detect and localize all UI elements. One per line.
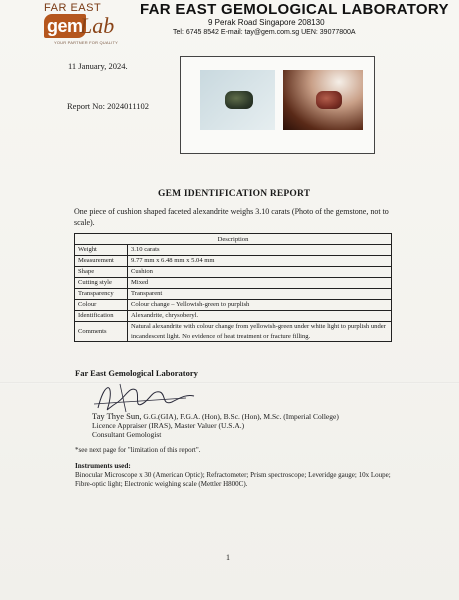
instruments-title: Instruments used:	[75, 462, 131, 470]
table-header: Description	[75, 234, 392, 245]
row-value: 9.77 mm x 6.48 mm x 5.04 mm	[128, 256, 392, 267]
table-row	[75, 289, 392, 300]
row-label: Identification	[75, 311, 128, 322]
description-table	[74, 233, 392, 342]
row-label: Comments	[75, 322, 128, 342]
row-label: Weight	[75, 245, 128, 256]
signer-credentials: G.G.(GIA), F.G.A. (Hon), B.Sc. (Hon), M.Sc. (Imperial College)	[141, 412, 339, 421]
table-row	[75, 311, 392, 322]
row-label: Cutting style	[75, 278, 128, 289]
logo-lab-text: Lab	[80, 13, 115, 38]
gem-description: One piece of cushion shaped faceted alexandrite weighs 3.10 carats (Photo of the gemstone, not to scale).	[74, 207, 389, 227]
gem-stone-purple	[316, 91, 342, 109]
row-value: Natural alexandrite with colour change from yellowish-green under white light to purplish under incandescent light. No evidence of heat treatment or fracture filling.	[128, 322, 392, 342]
signing-lab-name: Far East Gemological Laboratory	[75, 368, 198, 378]
signer-name: Tay Thye Sun,	[92, 411, 142, 421]
row-value: 3.10 carats	[128, 245, 392, 256]
row-value: Transparent	[128, 289, 392, 300]
row-label: Transparency	[75, 289, 128, 300]
lab-address: 9 Perak Road Singapore 208130	[208, 18, 325, 27]
table-row	[75, 256, 392, 267]
logo-tagline: YOUR PARTNER FOR QUALITY	[54, 40, 118, 45]
row-label: Shape	[75, 267, 128, 278]
row-label: Measurement	[75, 256, 128, 267]
paper-fold	[0, 382, 459, 384]
limitation-note: *see next page for "limitation of this report".	[75, 446, 201, 454]
signer-line2: Licence Appraiser (IRAS), Master Valuer (U.S.A.)	[92, 421, 245, 430]
gemlab-logo	[44, 14, 136, 40]
row-value: Cushion	[128, 267, 392, 278]
table-row	[75, 300, 392, 311]
row-value: Colour change – Yellowish-green to purplish	[128, 300, 392, 311]
report-number: Report No: 2024011102	[67, 101, 150, 111]
instruments-list: Binocular Microscope x 30 (American Optic); Refractometer; Prism spectroscope; Leveridge gauge; 10x Loupe; Fibre-optic light; Electronic weighing scale (Mettler H800C).	[75, 471, 391, 488]
page-number: 1	[226, 553, 230, 562]
table-row	[75, 278, 392, 289]
report-date: 11 January, 2024.	[68, 61, 128, 71]
row-value: Alexandrite, chrysoberyl.	[128, 311, 392, 322]
signer-block	[92, 412, 339, 439]
table-header-row	[75, 234, 392, 245]
lab-title: FAR EAST GEMOLOGICAL LABORATORY	[140, 1, 449, 18]
row-label: Colour	[75, 300, 128, 311]
table-row	[75, 322, 392, 342]
lab-contact: Tel: 6745 8542 E-mail: tay@gem.com.sg UEN: 39077800A	[173, 29, 356, 36]
row-value: Mixed	[128, 278, 392, 289]
logo-gem-text: gem	[44, 14, 86, 38]
gem-stone-green	[225, 91, 253, 109]
table-row	[75, 267, 392, 278]
table-row	[75, 245, 392, 256]
section-title: GEM IDENTIFICATION REPORT	[158, 189, 311, 199]
signer-name-line	[92, 412, 339, 421]
signer-line3: Consultant Gemologist	[92, 430, 162, 439]
logo-top-text: FAR EAST	[44, 2, 102, 14]
